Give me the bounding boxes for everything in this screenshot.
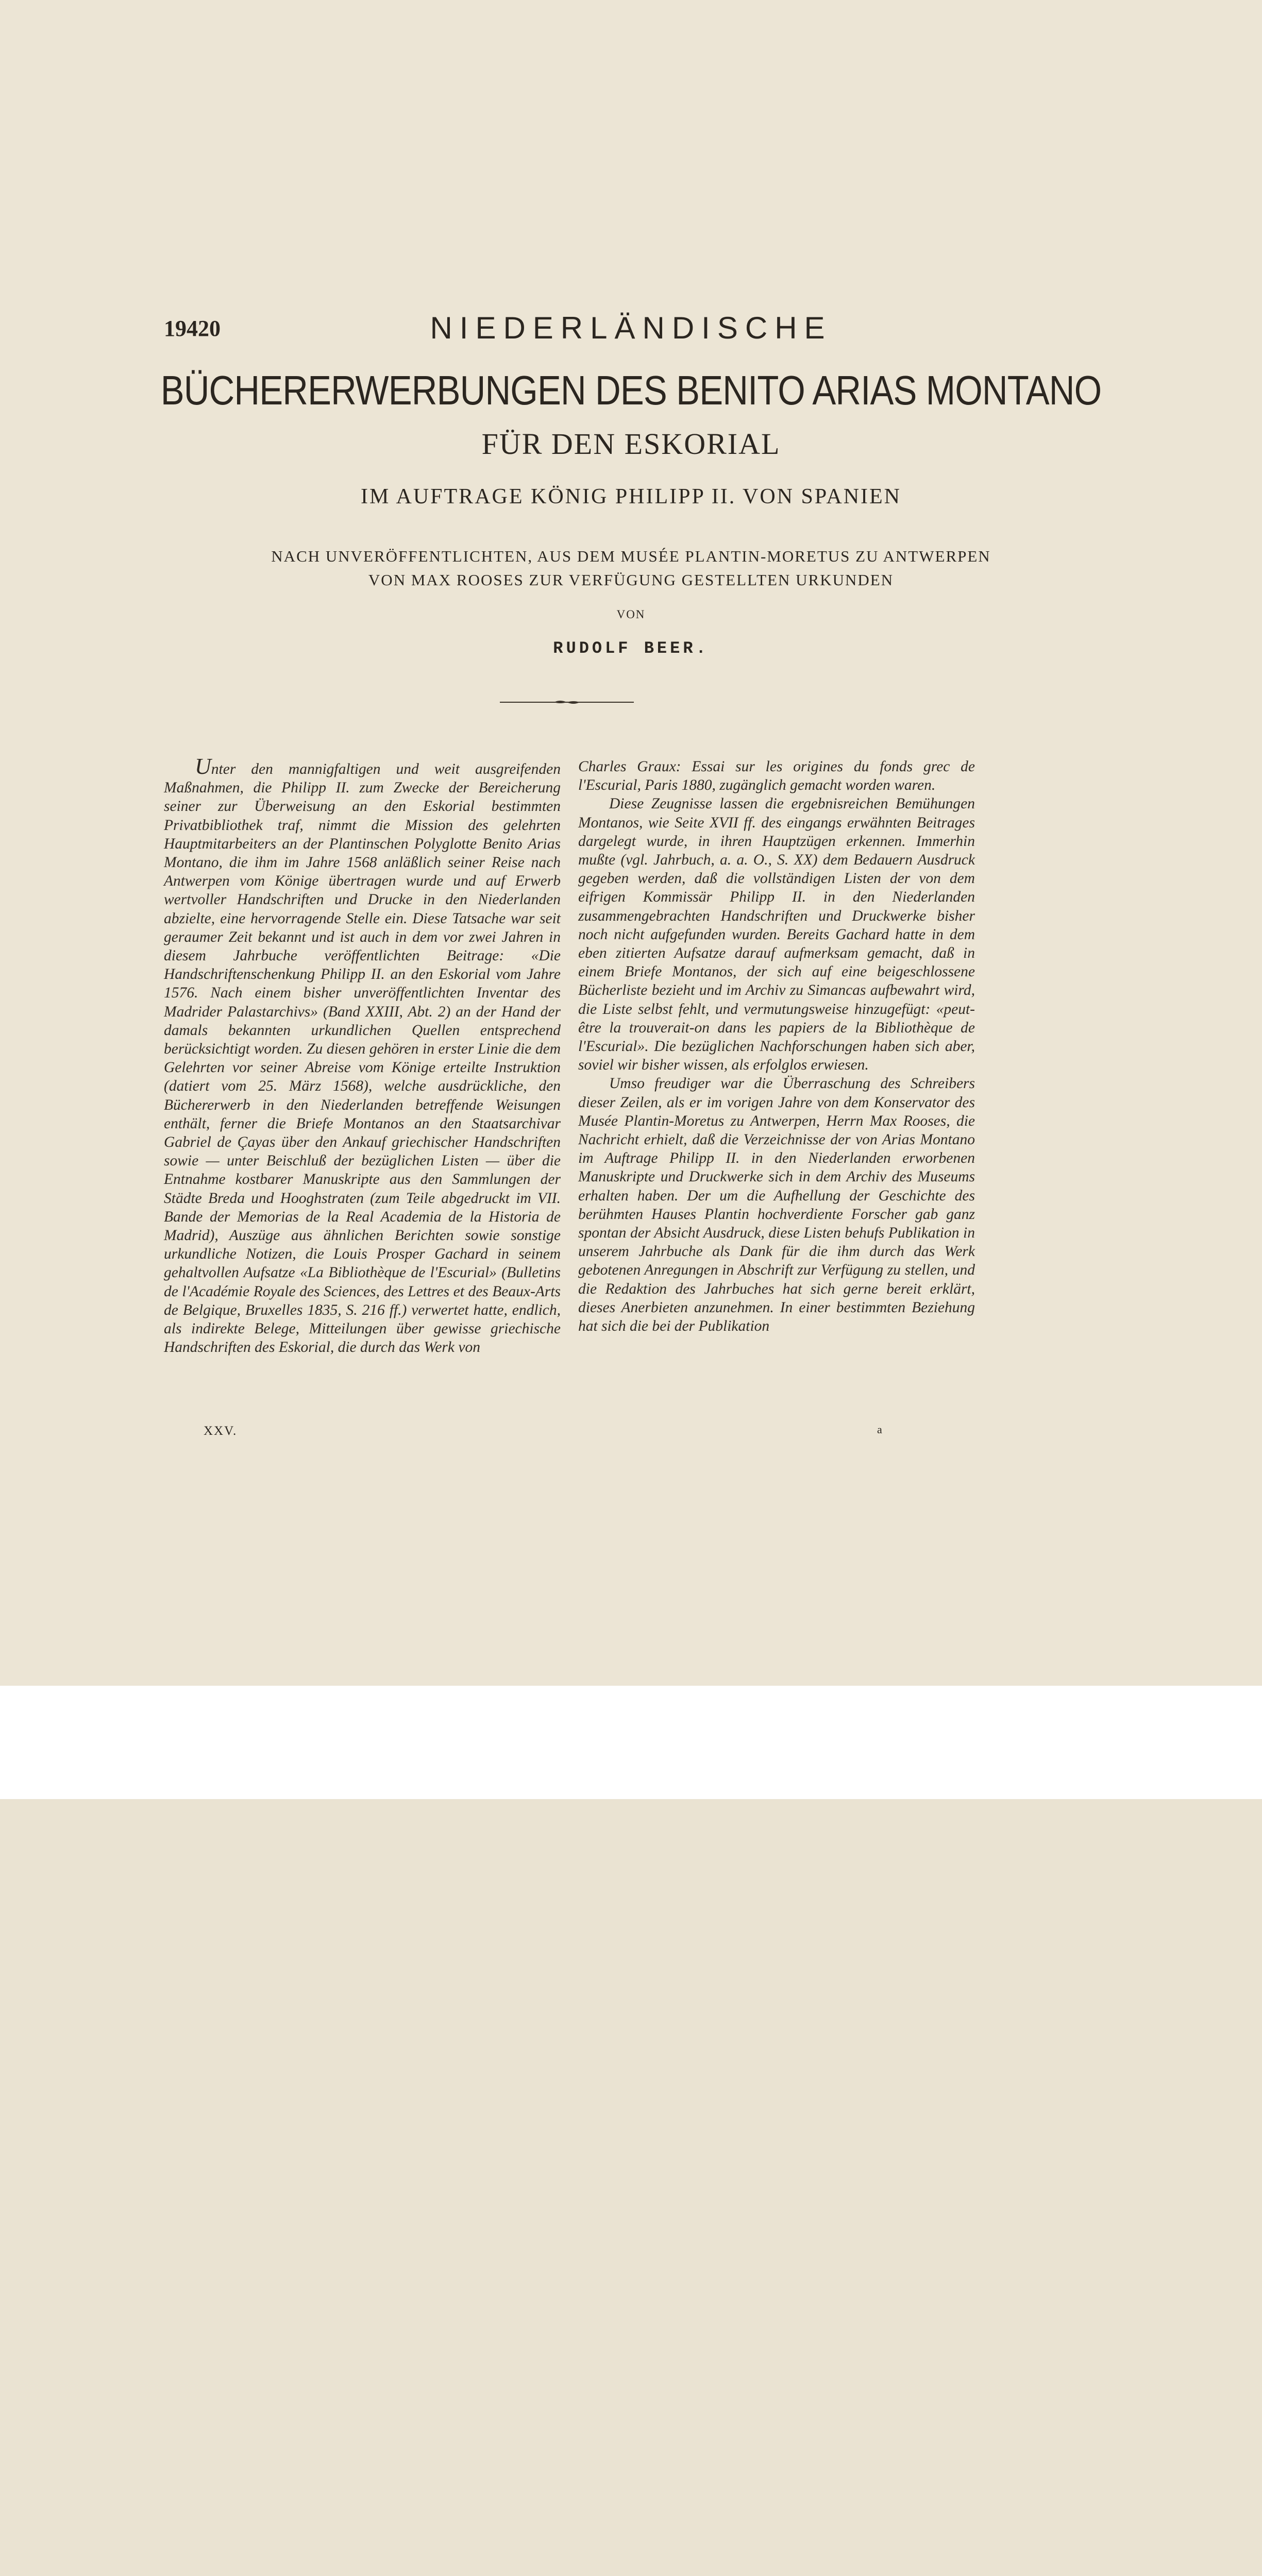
- gathering-mark: a: [877, 1423, 882, 1436]
- subtitle-line-1: NACH UNVERÖFFENTLICHTEN, AUS DEM MUSÉE PLANTIN-MORETUS ZU ANTWERPEN: [271, 547, 991, 565]
- paragraph: Charles Graux: Essai sur les origines du fonds grec de l'Escurial, Paris 1880, zugänglich gemacht worden waren.: [578, 758, 975, 794]
- footer-bar: [0, 1686, 1262, 1799]
- text-column-left: [164, 754, 561, 1357]
- title-line-2: BÜCHERERWERBUNGEN DES BENITO ARIAS MONTANO: [160, 367, 1102, 413]
- title-line-1: NIEDERLÄNDISCHE: [430, 311, 832, 345]
- subtitle-line-2: VON MAX ROOSES ZUR VERFÜGUNG GESTELLTEN URKUNDEN: [368, 571, 894, 589]
- paragraph: Diese Zeugnisse lassen die ergebnisreichen Bemühungen Montanos, wie Seite XVII ff. des eingangs erwähnten Beitrages dargelegt wurde, in ihren Hauptzügen erkennen. Immerhin mußte (vgl. Jahrbuch, a. a. O., S. XX) dem Bedauern Ausdruck gegeben werden, daß die vollständigen Listen der von dem eifrigen Kommissär Philipp II. in den Niederlanden zusammengebrachten Handschriften und Druckwerke bisher noch nicht aufgefunden wurden. Bereits Gachard hatte in dem eben zitierten Aufsatze darauf aufmerksam gemacht, daß in einem Briefe Montanos, der sich auf eine beigeschlossene Bücherliste bezieht und im Archiv zu Simancas aufbewahrt wird, die Liste selbst fehlt, und vermutungsweise hinzugefügt: «peut-être la trouverait-on dans les papiers de la Bibliothèque de l'Escurial». Die bezüglichen Nachforschungen haben sich aber, soviel wir bisher wissen, als erfolglos erwiesen.: [578, 795, 975, 1074]
- paragraph-text: nter den mannigfaltigen und weit ausgreifenden Maßnahmen, die Philipp II. zum Zwecke der Bereicherung seiner zur Überweisung an den Eskorial bestimmten Privatbibliothek traf, nimmt die Mission des gelehrten Hauptmitarbeiters an der Plantinschen Polyglotte Benito Arias Montano, die ihm im Jahre 1568 anläßlich seiner Reise nach Antwerpen vom Könige übertragen wurde und auf Erwerb wertvoller Handschriften und Drucke in den Niederlanden abzielte, eine hervorragende Stelle ein. Diese Tatsache war seit geraumer Zeit bekannt und ist auch in dem vor zwei Jahren in diesem Jahrbuche veröffentlichten Beitrage: «Die Handschriftenschenkung Philipp II. an den Eskorial vom Jahre 1576. Nach einem bisher unveröffentlichten Inventar des Madrider Palastarchivs» (Band XXIII, Abt. 2) an der Hand der damals bekannten urkundlichen Quellen entsprechend berücksichtigt worden. Zu diesen gehören in erster Linie die dem Gelehrten vor seiner Abreise vom Könige erteilte Instruktion (datiert vom 25. März 1568), welche ausdrückliche, den Büchererwerb in den Niederlanden betreffende Weisungen enthält, ferner die Briefe Montanos an den Staatsarchivar Gabriel de Çayas über den Ankauf griechischer Handschriften sowie — unter Beischluß der bezüglichen Listen — über die Entnahme kostbarer Manuskripte aus den Sammlungen der Städte Breda und Hooghstraten (zum Teile abgedruckt im VII. Bande der Memorias de la Real Academia de la Historia de Madrid), Auszüge aus ähnlichen Berichten sowie sonstige urkundliche Notizen, die Louis Prosper Gachard in seinem gehaltvollen Aufsatze «La Bibliothèque de l'Escurial» (Bulletins de l'Académie Royale des Sciences, des Lettres et des Beaux-Arts de Belgique, Bruxelles 1835, S. 216 ff.) verwertet hatte, endlich, als indirekte Belege, Mitteilungen über gewisse griechische Handschriften des Eskorial, die durch das Werk von: [164, 761, 561, 1356]
- drop-capital: U: [195, 754, 211, 779]
- title-line-3: FÜR DEN ESKORIAL: [481, 427, 781, 461]
- ornament-divider: [500, 699, 634, 706]
- title-line-4: IM AUFTRAGE KÖNIG PHILIPP II. VON SPANIEN: [360, 485, 901, 509]
- author-name: RUDOLF BEER.: [553, 639, 709, 658]
- paragraph: Umso freudiger war die Überraschung des Schreibers dieser Zeilen, als er im vorigen Jahre von dem Konservator des Musée Plantin-Moretus zu Antwerpen, Herrn Max Rooses, die Nachricht erhielt, daß die Verzeichnisse der von Arias Montano im Auftrage Philipp II. in den Niederlanden erworbenen Manuskripte und Druckwerke sich in dem Archiv des Museums erhalten haben. Der um die Aufhellung der Geschichte des berühmten Hauses Plantin hochverdiente Forscher gab ganz spontan der Absicht Ausdruck, diese Listen behufs Publikation in unserem Jahrbuche als Dank für die ihm durch das Werk gebotenen Anregungen in Abschrift zur Verfügung zu stellen, und die Redaktion des Jahrbuches hat sich gerne bereit erklärt, dieses Anerbieten anzunehmen. In einer bestimmten Beziehung hat sich die bei der Publikation: [578, 1075, 975, 1335]
- document-number: 19420: [164, 316, 221, 341]
- paragraph: [164, 754, 561, 1357]
- text-column-right: [578, 757, 975, 1335]
- byline-von: VON: [616, 608, 646, 621]
- signature-mark: XXV.: [204, 1424, 238, 1438]
